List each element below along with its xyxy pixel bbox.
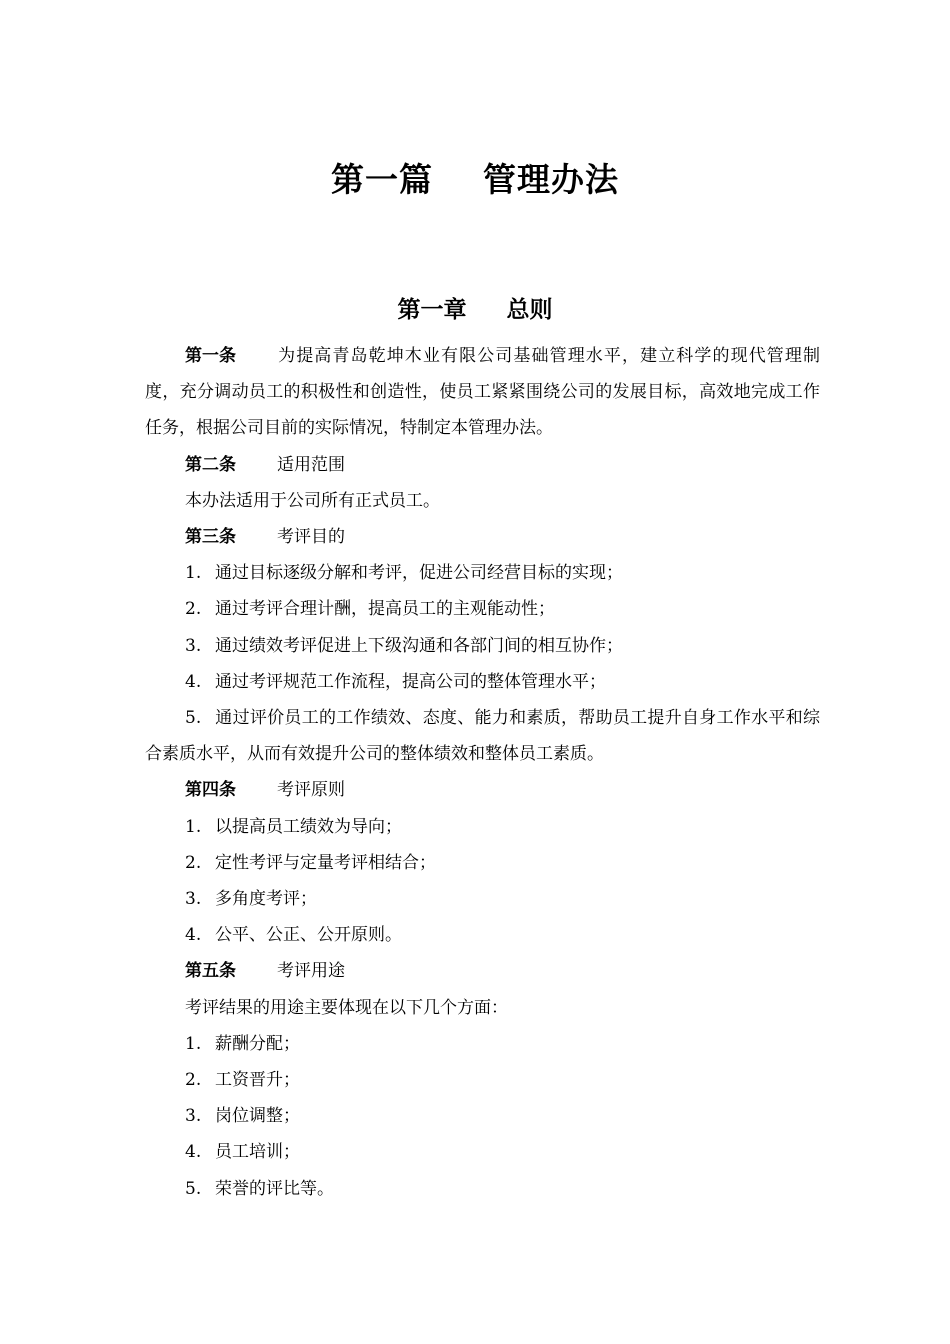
list-item xyxy=(145,1134,820,1170)
article-heading: 适用范围 xyxy=(277,454,345,475)
article-heading: 考评原则 xyxy=(277,780,345,801)
list-item xyxy=(145,845,820,881)
list-item xyxy=(145,809,820,845)
list-item xyxy=(145,555,820,591)
article-3 xyxy=(145,519,820,555)
list-item-number: 5. xyxy=(185,708,202,729)
list-item-text: 公平、公正、公开原则。 xyxy=(215,925,402,946)
list-item-text: 荣誉的评比等。 xyxy=(215,1178,334,1199)
list-item xyxy=(145,664,820,700)
list-item-number: 2. xyxy=(185,599,202,620)
list-item-number: 4. xyxy=(185,1142,202,1163)
article-2 xyxy=(145,447,820,483)
list-item xyxy=(145,591,820,627)
list-item-number: 1. xyxy=(185,1033,202,1054)
list-item xyxy=(145,1026,820,1062)
article-heading: 考评目的 xyxy=(277,527,345,548)
list-item-number: 3. xyxy=(185,635,202,656)
list-item-number: 2. xyxy=(185,852,202,873)
article-text: 为提高青岛乾坤木业有限公司基础管理水平，建立科学的现代管理制度，充分调动员工的积极性和创造性，使员工紧紧围绕公司的发展目标，高效地完成工作任务，根据公司目前的实际情况，特制定本管理办法。 xyxy=(145,346,820,439)
list-item-text: 通过考评规范工作流程，提高公司的整体管理水平； xyxy=(215,671,606,692)
article-label: 第五条 xyxy=(185,961,236,982)
article-5 xyxy=(145,953,820,989)
article-body: 考评结果的用途主要体现在以下几个方面： xyxy=(185,997,508,1018)
article-label: 第二条 xyxy=(185,454,236,475)
list-item-number: 4. xyxy=(185,925,202,946)
list-item xyxy=(145,881,820,917)
article-1 xyxy=(145,338,820,447)
list-item xyxy=(145,700,820,772)
list-item-text: 岗位调整； xyxy=(215,1106,300,1127)
list-item xyxy=(145,1098,820,1134)
list-item-number: 5. xyxy=(185,1178,202,1199)
list-item-text: 通过目标逐级分解和考评，促进公司经营目标的实现； xyxy=(215,563,623,584)
list-item-text: 以提高员工绩效为导向； xyxy=(215,816,402,837)
list-item-number: 3. xyxy=(185,889,202,910)
article-label: 第一条 xyxy=(185,346,236,366)
list-item-number: 1. xyxy=(185,563,202,584)
article-body: 本办法适用于公司所有正式员工。 xyxy=(185,490,440,511)
list-item xyxy=(145,1171,820,1207)
list-item xyxy=(145,917,820,953)
part-title: 第一篇 管理办法 xyxy=(331,160,619,199)
article-4 xyxy=(145,772,820,808)
article-label: 第三条 xyxy=(185,527,236,548)
list-item-number: 3. xyxy=(185,1106,202,1127)
list-item-text: 通过绩效考评促进上下级沟通和各部门间的相互协作； xyxy=(215,635,623,656)
list-item-number: 1. xyxy=(185,816,202,837)
list-item-text: 薪酬分配； xyxy=(215,1033,300,1054)
article-label: 第四条 xyxy=(185,780,236,801)
list-item-text: 工资晋升； xyxy=(215,1070,300,1091)
list-item-number: 2. xyxy=(185,1070,202,1091)
list-item-number: 4. xyxy=(185,671,202,692)
list-item xyxy=(145,1062,820,1098)
list-item-text: 多角度考评； xyxy=(215,889,317,910)
chapter-title: 第一章 总则 xyxy=(397,296,553,323)
list-item-text: 通过评价员工的工作绩效、态度、能力和素质，帮助员工提升自身工作水平和综合素质水平，从而有效提升公司的整体绩效和整体员工素质。 xyxy=(145,708,820,765)
article-heading: 考评用途 xyxy=(277,961,345,982)
document-body xyxy=(145,338,820,1207)
list-item-text: 通过考评合理计酬，提高员工的主观能动性； xyxy=(215,599,555,620)
list-item-text: 员工培训； xyxy=(215,1142,300,1163)
list-item-text: 定性考评与定量考评相结合； xyxy=(215,852,436,873)
list-item xyxy=(145,628,820,664)
